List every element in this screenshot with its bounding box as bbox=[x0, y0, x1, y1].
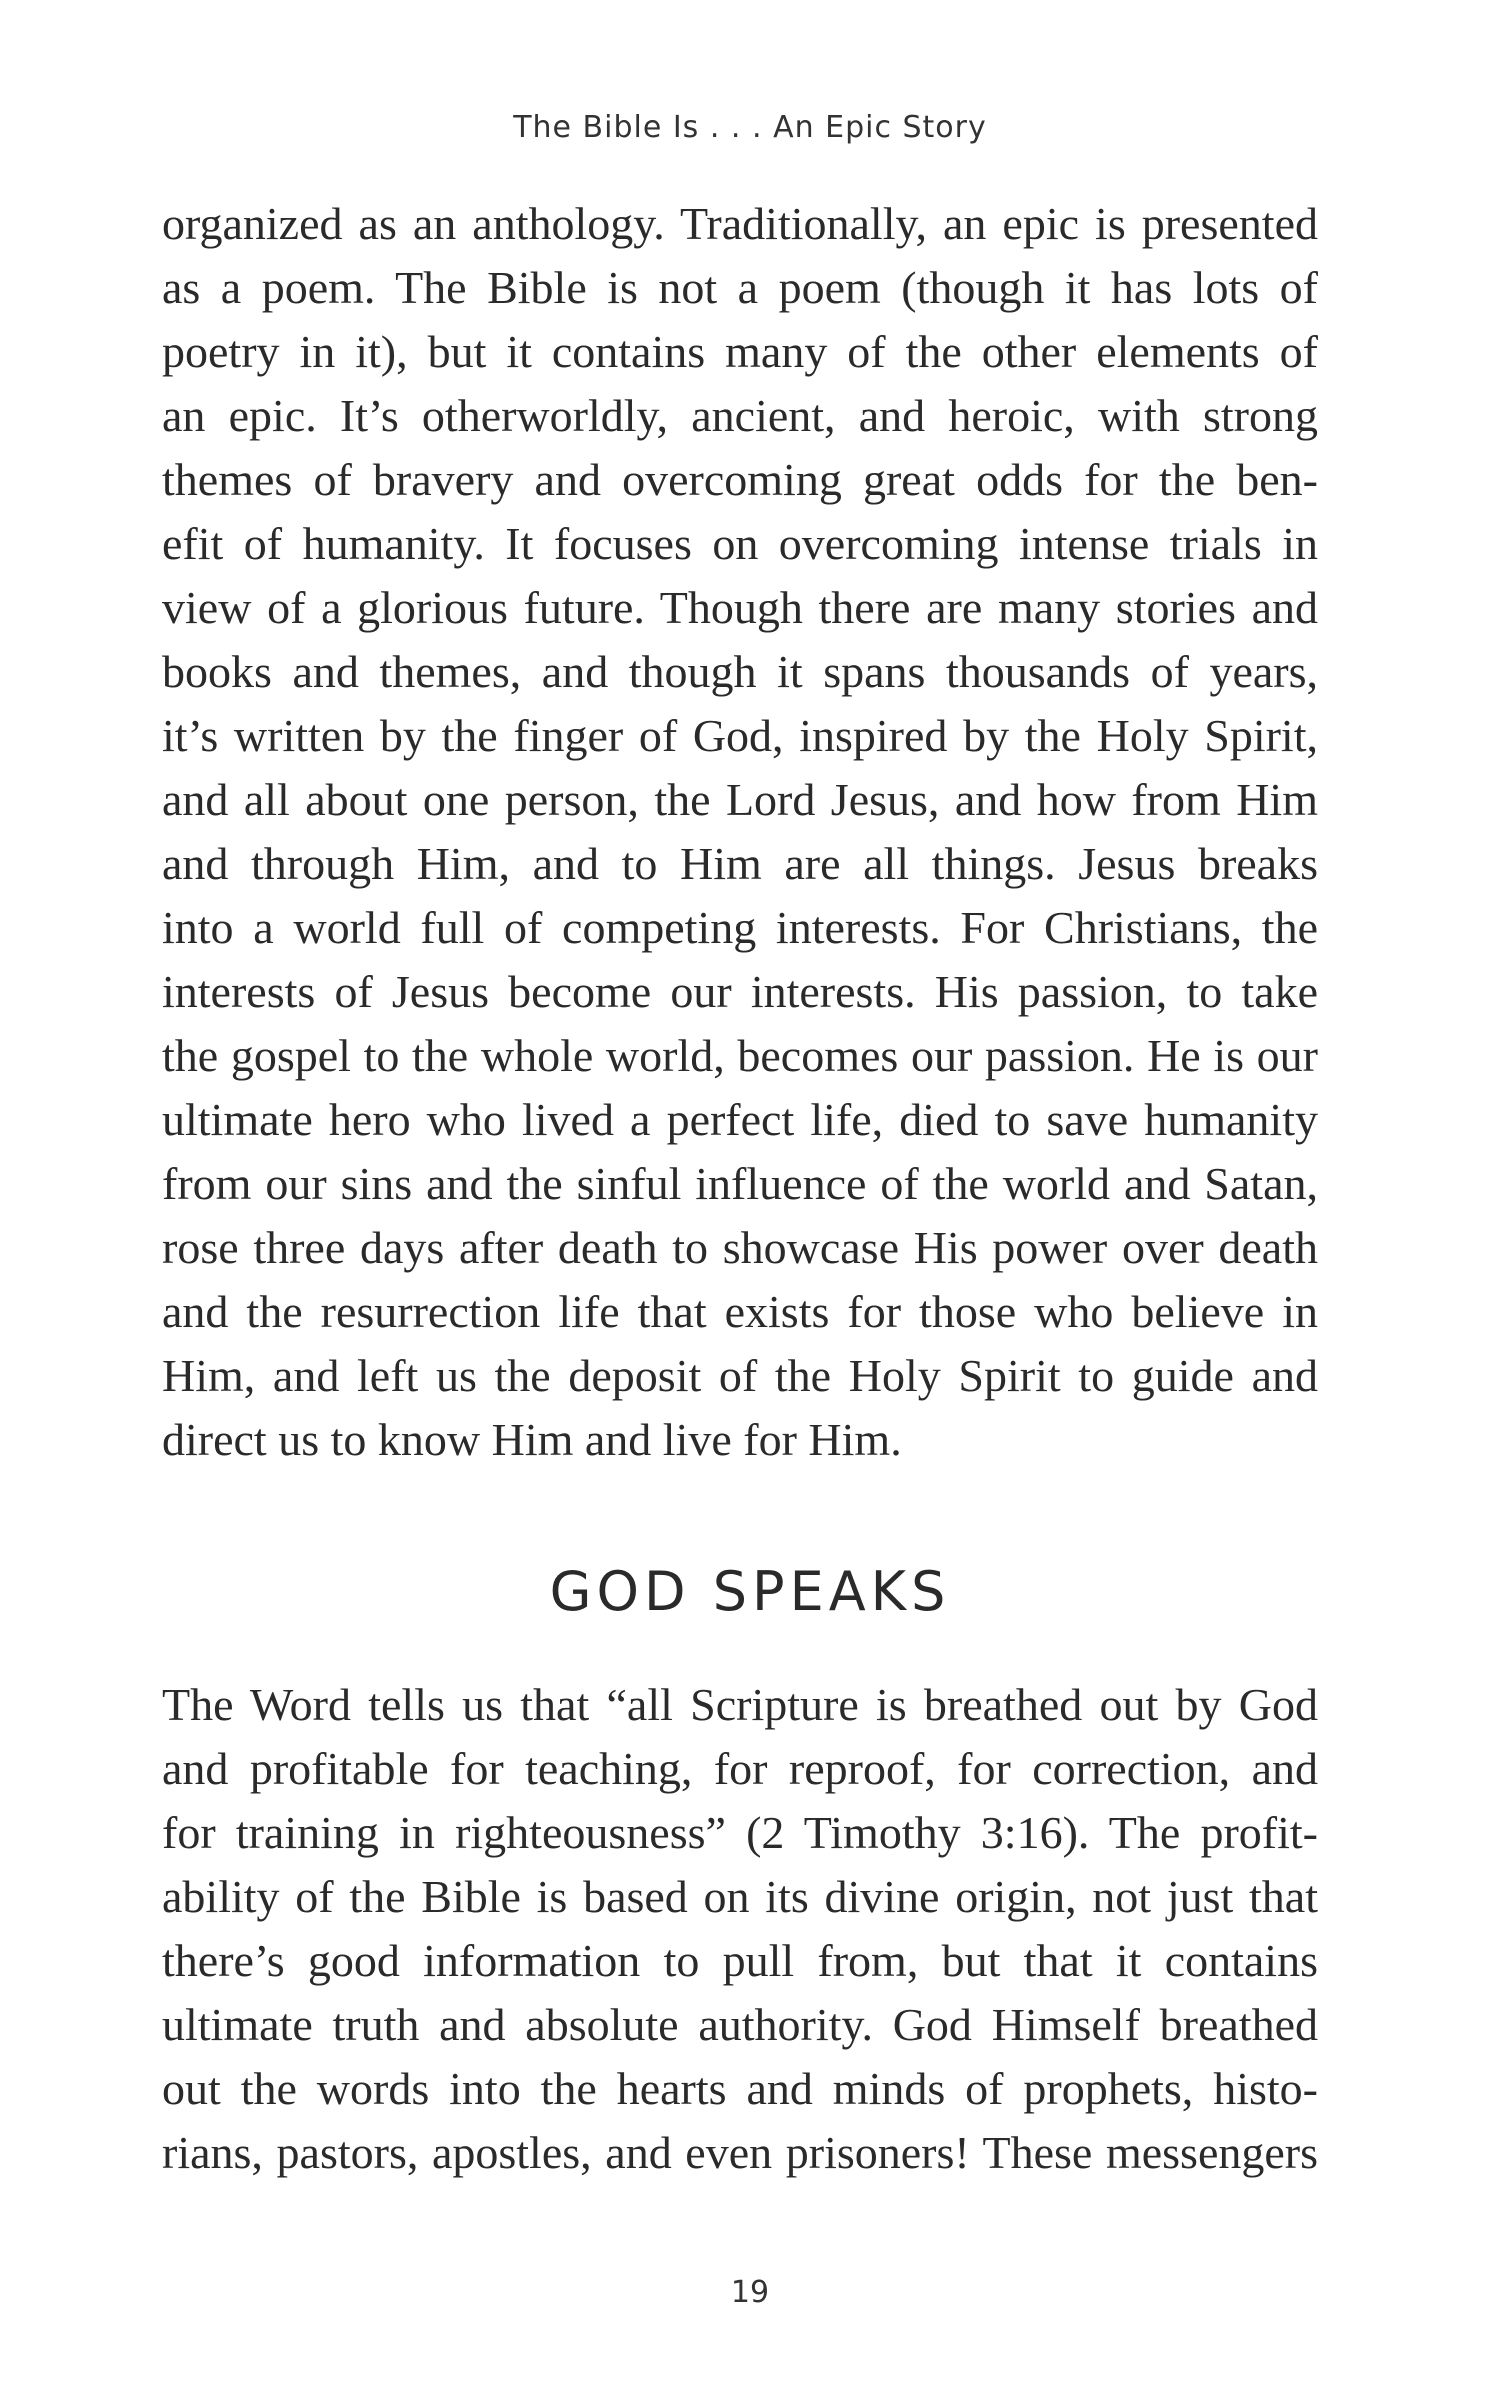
text-line: interests of Jesus become our interests. His passion, to take bbox=[162, 966, 1318, 1017]
text-line: there’s good information to pull from, but that it contains bbox=[162, 1935, 1318, 1986]
text-line: themes of bravery and overcoming great odds for the ben- bbox=[162, 454, 1318, 505]
text-line: efit of humanity. It focuses on overcoming intense trials in bbox=[162, 518, 1318, 569]
text-line: it’s written by the finger of God, inspired by the Holy Spirit, bbox=[162, 710, 1318, 761]
text-line: books and themes, and though it spans thousands of years, bbox=[162, 646, 1318, 697]
section-heading: GOD SPEAKS bbox=[549, 1560, 951, 1623]
text-line: into a world full of competing interests. For Christians, the bbox=[162, 902, 1318, 953]
running-head: The Bible Is . . . An Epic Story bbox=[513, 110, 987, 145]
paragraph-epic-story bbox=[162, 192, 1318, 1472]
text-line: out the words into the hearts and minds of prophets, histo- bbox=[162, 2063, 1318, 2114]
text-line: from our sins and the sinful influence of the world and Satan, bbox=[162, 1158, 1318, 1209]
text-line: as a poem. The Bible is not a poem (though it has lots of bbox=[162, 262, 1318, 313]
text-line: and profitable for teaching, for reproof, for correction, and bbox=[162, 1743, 1318, 1794]
text-line: the gospel to the whole world, becomes our passion. He is our bbox=[162, 1030, 1318, 1081]
text-line: and all about one person, the Lord Jesus, and how from Him bbox=[162, 774, 1318, 825]
text-line: and the resurrection life that exists for those who believe in bbox=[162, 1286, 1318, 1337]
text-line: ability of the Bible is based on its divine origin, not just that bbox=[162, 1871, 1318, 1922]
text-line: and through Him, and to Him are all things. Jesus breaks bbox=[162, 838, 1318, 889]
text-line: rians, pastors, apostles, and even prisoners! These messengers bbox=[162, 2127, 1318, 2178]
text-line: ultimate hero who lived a perfect life, died to save humanity bbox=[162, 1094, 1318, 1145]
paragraph-god-speaks bbox=[162, 1673, 1318, 2185]
text-line: direct us to know Him and live for Him. bbox=[162, 1414, 902, 1465]
text-line: Him, and left us the deposit of the Holy Spirit to guide and bbox=[162, 1350, 1318, 1401]
page-number: 19 bbox=[730, 2275, 770, 2310]
text-line: rose three days after death to showcase His power over death bbox=[162, 1222, 1318, 1273]
text-line: an epic. It’s otherworldly, ancient, and heroic, with strong bbox=[162, 390, 1318, 441]
text-line: The Word tells us that “all Scripture is breathed out by God bbox=[162, 1679, 1318, 1730]
text-line: for training in righteousness” (2 Timothy 3:16). The profit- bbox=[162, 1807, 1318, 1858]
text-line: ultimate truth and absolute authority. God Himself breathed bbox=[162, 1999, 1318, 2050]
text-line: poetry in it), but it contains many of the other elements of bbox=[162, 326, 1318, 377]
text-line: organized as an anthology. Traditionally, an epic is presented bbox=[162, 198, 1318, 249]
text-line: view of a glorious future. Though there are many stories and bbox=[162, 582, 1318, 633]
